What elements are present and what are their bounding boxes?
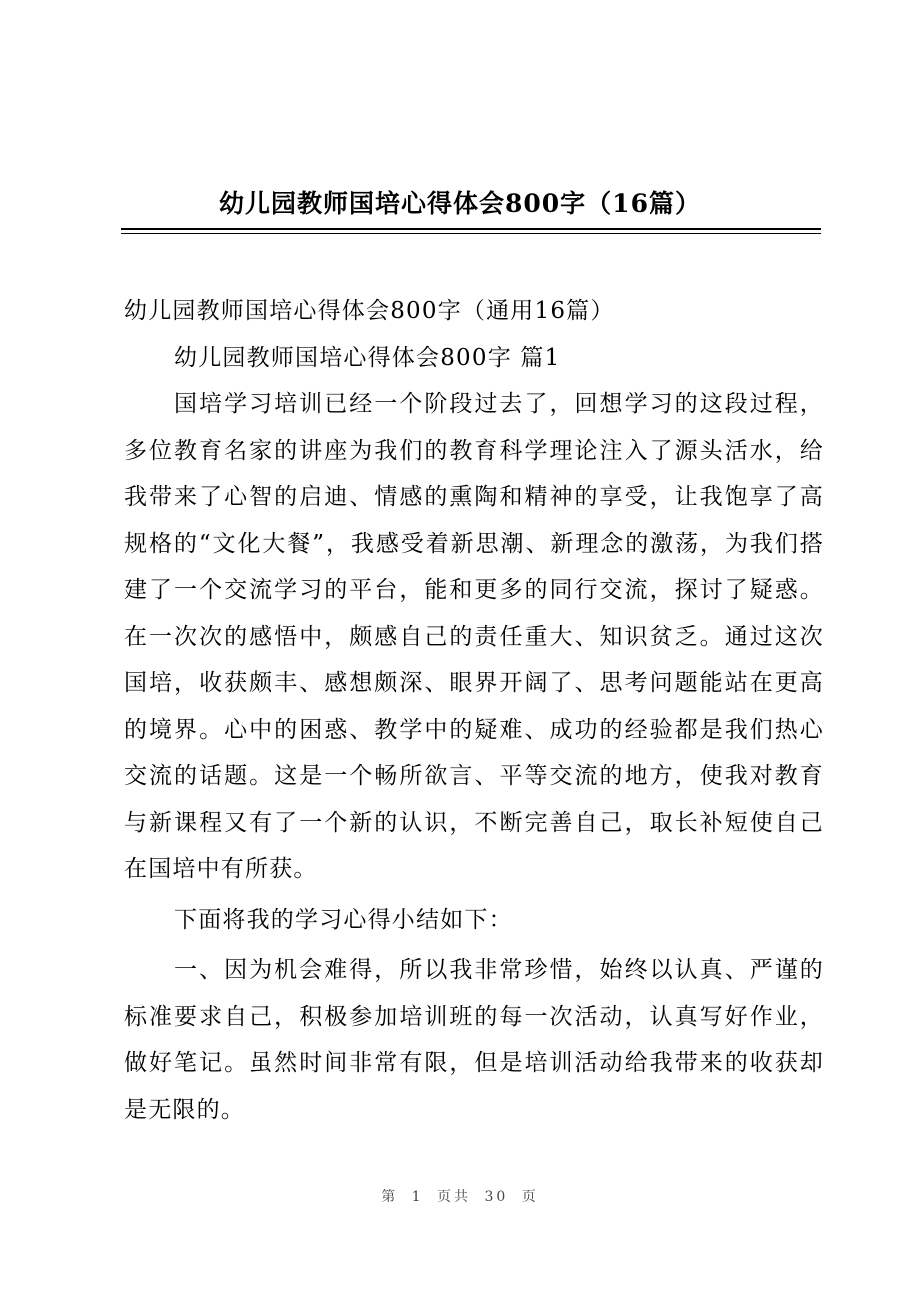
- section-heading: 幼儿园教师国培心得体会800字 篇1: [174, 344, 561, 371]
- document-body: [124, 288, 824, 1133]
- body-paragraph-1: 国培学习培训已经一个阶段过去了，回想学习的这段过程，多位教育名家的讲座为我们的教育科学理论注入了源头活水，给我带来了心智的启迪、情感的熏陶和精神的享受，让我饱享了高规格的“文化大餐”，我感受着新思潮、新理念的激荡，为我们搭建了一个交流学习的平台，能和更多的同行交流，探讨了疑惑。在一次次的感悟中，颇感自己的责任重大、知识贫乏。通过这次国培，收获颇丰、感想颇深、眼界开阔了、思考问题能站在更高的境界。心中的困惑、教学中的疑难、成功的经验都是我们热心交流的话题。这是一个畅所欲言、平等交流的地方，使我对教育与新课程又有了一个新的认识，不断完善自己，取长补短使自己在国培中有所获。: [124, 391, 824, 882]
- body-paragraph-3: 一、因为机会难得，所以我非常珍惜，始终以认真、严谨的标准要求自己，积极参加培训班的每一次活动，认真写好作业，做好笔记。虽然时间非常有限，但是培训活动给我带来的收获却是无限的。: [124, 957, 824, 1123]
- document-subtitle: 幼儿园教师国培心得体会800字（通用16篇）: [124, 298, 615, 324]
- page-title: 幼儿园教师国培心得体会800字（16篇）: [219, 189, 701, 218]
- page-number-footer: 第 1 页共 30 页: [381, 1189, 539, 1205]
- body-paragraph-2: 下面将我的学习心得小结如下：: [174, 906, 513, 933]
- title-divider-thin: [121, 233, 821, 234]
- title-divider-thick: [121, 228, 821, 230]
